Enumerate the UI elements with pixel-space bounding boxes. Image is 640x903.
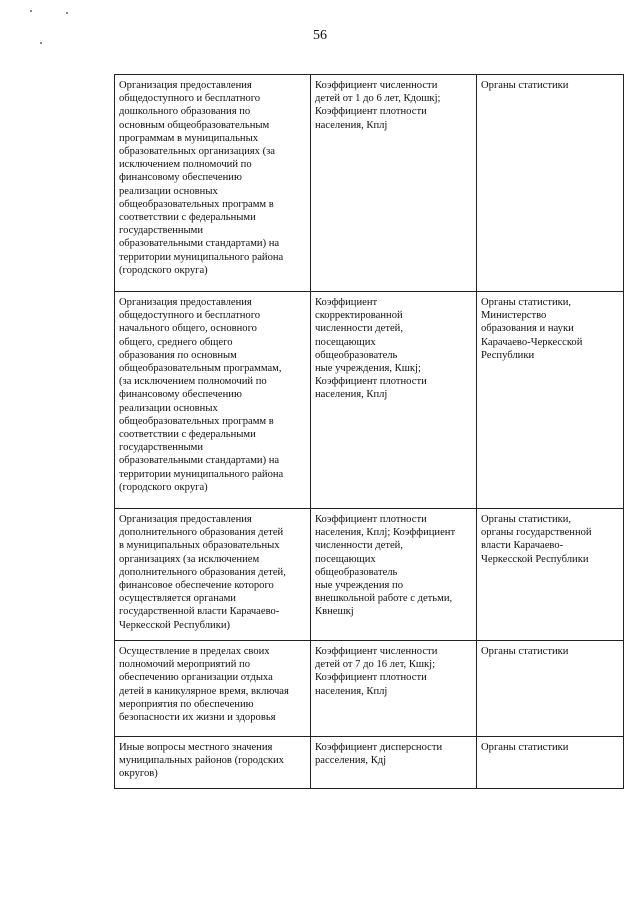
source-cell — [477, 75, 624, 292]
table-row — [115, 509, 624, 641]
activity-text: Организация предоставления общедоступного и бесплатного дошкольного образования по основным общеобразовательным программам в муниципальных образовательных организациях (за исключением полномочий по финансовому обеспечению реализации основных общеобразовательных программ в соответствии с федеральными государственными образовательными стандартами) на территории муниципального района (городского округа) — [119, 80, 284, 276]
activity-cell — [115, 509, 311, 641]
activity-text: Осуществление в пределах своих полномочий мероприятий по обеспечению организации отдыха детей в каникулярное время, включая мероприятия по обеспечению безопасности их жизни и здоровья — [119, 646, 289, 724]
scan-speck — [66, 12, 68, 14]
source-cell — [477, 737, 624, 789]
activity-cell — [115, 737, 311, 789]
coefficient-text: Коэффициент численности детей от 1 до 6 лет, Кдошкj; Коэффициент плотности населения, Кплj — [315, 80, 441, 131]
activity-text: Иные вопросы местного значения муниципальных районов (городских округов) — [119, 742, 284, 780]
coefficient-text: Коэффициент скорректированной численности детей, посещающих общеобразователь ные учреждения, Кшкj; Коэффициент плотности населения, Кплj — [315, 297, 427, 401]
table-row — [115, 292, 624, 509]
table-row — [115, 75, 624, 292]
activity-cell — [115, 75, 311, 292]
coefficient-text: Коэффициент численности детей от 7 до 16 лет, Кшкj; Коэффициент плотности населения, Кплj — [315, 646, 438, 697]
coefficient-cell — [311, 75, 477, 292]
source-cell — [477, 641, 624, 737]
source-cell — [477, 292, 624, 509]
activity-text: Организация предоставления дополнительного образования детей в муниципальных образовательных организациях (за исключением дополнительного образования детей, финансовое обеспечение которого осуществляется органами государственной власти Карачаево- Черкесской Республики) — [119, 514, 286, 631]
activity-cell — [115, 641, 311, 737]
source-text: Органы статистики — [481, 742, 569, 753]
source-text: Органы статистики, органы государственной власти Карачаево- Черкесской Республики — [481, 514, 592, 565]
source-text: Органы статистики, Министерство образования и науки Карачаево-Черкесской Республики — [481, 297, 583, 361]
scan-speck — [40, 42, 42, 44]
coefficient-cell — [311, 292, 477, 509]
table-row — [115, 737, 624, 789]
table-row — [115, 641, 624, 737]
coefficient-cell — [311, 509, 477, 641]
coefficient-text: Коэффициент плотности населения, Кплj; Коэффициент численности детей, посещающих общеобразователь ные учреждения по внешкольной работе с детьми, Квнешкj — [315, 514, 456, 618]
source-text: Органы статистики — [481, 646, 569, 657]
coefficient-cell — [311, 737, 477, 789]
activity-cell — [115, 292, 311, 509]
activity-text: Организация предоставления общедоступного и бесплатного начального общего, основного общего, среднего общего образования по основным общеобразовательным программам, (за исключением полномочий по финансовому обеспечению реализации основных общеобразовательных программ в соответствии с федеральными государственными образовательными стандартами) на территории муниципального района (городского округа) — [119, 297, 284, 493]
source-text: Органы статистики — [481, 80, 569, 91]
municipal-powers-table — [114, 74, 624, 789]
page-number: 56 — [313, 28, 327, 43]
coefficient-cell — [311, 641, 477, 737]
scan-speck — [30, 10, 32, 12]
source-cell — [477, 509, 624, 641]
coefficient-text: Коэффициент дисперсности расселения, Кдj — [315, 742, 443, 767]
